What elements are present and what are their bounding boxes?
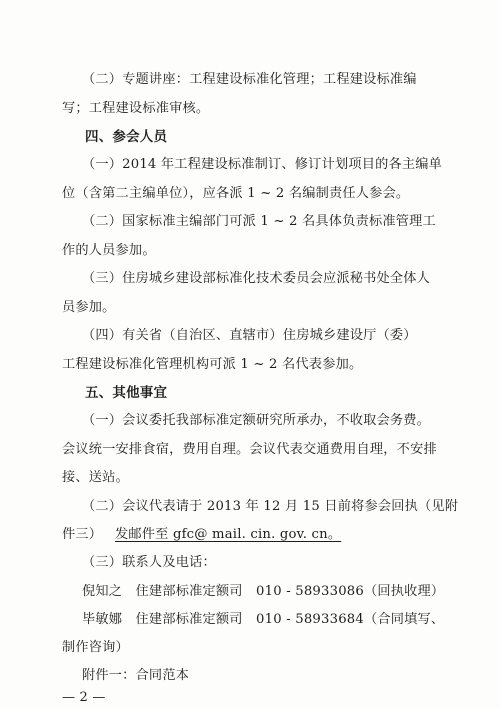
body-text-line: 制作咨询） xyxy=(62,640,129,655)
attachment-line: 附件一：合同范本 xyxy=(82,668,190,683)
page-number: — 2 — xyxy=(62,690,106,705)
body-text-line: 会议统一安排食宿，费用自理。会议代表交通费用自理，不安排 xyxy=(62,442,437,457)
body-text-line: （一）会议委托我部标准定额研究所承办，不收取会务费。 xyxy=(82,413,431,428)
body-text-line: 作的人员参加。 xyxy=(62,243,156,258)
body-text-line: 工程建设标准化管理机构可派 1 ~ 2 名代表参加。 xyxy=(62,357,363,372)
body-text-line: 写；工程建设标准审核。 xyxy=(62,101,210,116)
section-heading-other-matters: 五、其他事宜 xyxy=(85,385,168,401)
contact-line: 毕敏娜 住建部标准定额司 010 - 58933684（合同填写、 xyxy=(82,612,445,627)
body-text-line: （二）会议代表请于 2013 年 12 月 15 日前将参会回执（见附 xyxy=(82,499,459,514)
section-heading-participants: 四、参会人员 xyxy=(85,129,168,145)
body-text-line: （一）2014 年工程建设标准制订、修订计划项目的各主编单 xyxy=(82,157,443,172)
contact-line: 倪知之 住建部标准定额司 010 - 58933086（回执收理） xyxy=(82,584,445,599)
body-text-line: 位（含第二主编单位），应各派 1 ~ 2 名编制责任人参会。 xyxy=(62,186,410,201)
body-text-line: （三）住房城乡建设部标准化技术委员会应派秘书处全体人 xyxy=(82,271,431,286)
body-text-line: （二）国家标准主编部门可派 1 ~ 2 名具体负责标准管理工 xyxy=(82,214,436,229)
body-text-line: （三）联系人及电话： xyxy=(82,555,216,570)
email-contact-text: 发邮件至 gfc@ mail. cin. gov. cn。 xyxy=(115,527,342,542)
body-text-line: （二）专题讲座：工程建设标准化管理；工程建设标准编 xyxy=(82,72,417,87)
body-text-line: （四）有关省（自治区、直辖市）住房城乡建设厅（委） xyxy=(82,328,417,343)
body-text-line: 员参加。 xyxy=(62,300,116,315)
body-text-line: 接、送站。 xyxy=(62,470,129,485)
body-text-line: 件三） xyxy=(62,527,103,542)
